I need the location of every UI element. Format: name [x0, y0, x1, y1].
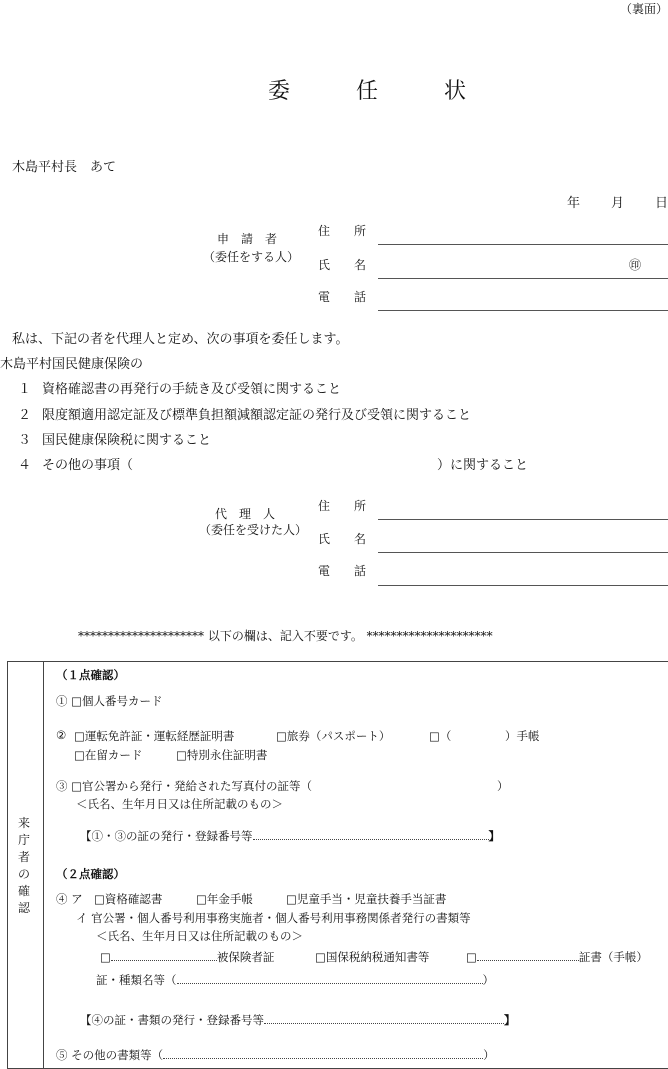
page-side-label: （裏面） — [620, 2, 668, 16]
document-kind-label: 証・種類名等（ ） — [96, 973, 494, 987]
row4-num: ④ ア — [56, 892, 83, 906]
two-point-heading: （２点確認） — [56, 867, 125, 881]
issue-number-4-field[interactable] — [264, 1013, 504, 1024]
check-passport[interactable]: □旅券（パスポート） — [276, 729, 391, 743]
official-photo-id-note: ＜氏名、生年月日又は住所記載のもの＞ — [76, 797, 283, 811]
agent-address-label: 住 所 — [318, 499, 367, 513]
applicant-phone-label: 電 話 — [318, 290, 367, 304]
other-certificate-field[interactable] — [477, 950, 579, 961]
item-1-num: １ — [18, 382, 32, 397]
applicant-address-label: 住 所 — [318, 224, 367, 238]
document-kind-field[interactable] — [177, 973, 483, 984]
check-my-number-card[interactable]: ① □個人番号カード — [56, 694, 163, 708]
applicant-sub-label: （委任をする人） — [203, 250, 300, 264]
issue-number-1-label: 【①・③の証の発行・登録番号等 】 — [80, 829, 500, 843]
insured-certificate-field[interactable] — [111, 950, 217, 961]
item-2-text: 限度額適用認定証及び標準負担額減額認定証の発行及び受領に関すること — [42, 408, 472, 423]
applicant-name-label: 氏 名 — [318, 258, 367, 272]
item-3-text: 国民健康保険税に関すること — [42, 433, 212, 448]
verification-side-label: 来 庁 者 の 確 認 — [18, 816, 31, 915]
row4-i-text: イ 官公署・個人番号利用事務実施者・個人番号利用事務関係者発行の書類等 — [76, 911, 471, 925]
agent-sub-label: （委任を受けた人） — [199, 523, 308, 537]
agent-phone-label: 電 話 — [318, 564, 367, 578]
applicant-label: 申 請 者 — [217, 232, 278, 246]
check-special-permanent-resident[interactable]: □特別永住証明書 — [176, 748, 268, 762]
date-month-label: 月 — [611, 196, 625, 211]
applicant-name-field[interactable] — [378, 278, 668, 279]
page-title: 委 任 状 — [268, 79, 489, 104]
check-residence-card[interactable]: □在留カード — [74, 748, 143, 762]
check-tax-notice[interactable]: □国保税納税通知書等 — [315, 950, 430, 964]
agent-label: 代 理 人 — [215, 507, 276, 521]
issue-number-1-field[interactable] — [253, 829, 489, 840]
item-4-text: その他の事項（ — [42, 458, 134, 473]
item-2-num: ２ — [18, 408, 32, 423]
verification-divider — [43, 661, 44, 1068]
office-use-notice: ********************* 以下の欄は、記入不要です。 ********************* — [78, 629, 493, 643]
check-official-photo-id[interactable]: ③ □官公署から発行・発給された写真付の証等（ — [56, 779, 313, 793]
issue-number-4-label: 【④の証・書類の発行・登録番号等 】 — [80, 1013, 516, 1027]
other-documents-label: ⑤ その他の書類等（ ） — [56, 1048, 495, 1062]
agent-name-field[interactable] — [378, 552, 668, 553]
agent-phone-field[interactable] — [378, 585, 668, 586]
applicant-phone-field[interactable] — [378, 310, 668, 311]
check-drivers-license[interactable]: □運転免許証・運転経歴証明書 — [74, 729, 235, 743]
item-4-num: ４ — [18, 458, 32, 473]
verification-box — [7, 661, 668, 1069]
item-1-text: 資格確認書の再発行の手続き及び受領に関すること — [42, 382, 342, 397]
check-child-allowance[interactable]: □児童手当・児童扶養手当証書 — [286, 892, 447, 906]
agent-address-field[interactable] — [378, 519, 668, 520]
addressee: 木島平村長 あて — [12, 160, 117, 175]
check-pension-handbook[interactable]: □年金手帳 — [196, 892, 253, 906]
official-photo-id-close: ） — [497, 779, 509, 793]
row2-num: ② — [56, 728, 67, 742]
other-handbook-tail: ）手帳 — [505, 729, 540, 743]
agent-name-label: 氏 名 — [318, 532, 367, 546]
item-4-tail: ）に関すること — [437, 458, 529, 473]
check-qualification-certificate[interactable]: □資格確認書 — [94, 892, 163, 906]
date-day-label: 日 — [655, 196, 668, 211]
check-other-handbook[interactable]: □（ — [429, 729, 452, 743]
date-year-label: 年 — [567, 196, 581, 211]
other-documents-field[interactable] — [163, 1048, 483, 1059]
check-other-certificate[interactable]: □ 証書（手帳） — [466, 950, 648, 964]
row4-i-note: ＜氏名、生年月日又は住所記載のもの＞ — [96, 929, 303, 943]
one-point-heading: （１点確認） — [56, 668, 125, 682]
applicant-address-field[interactable] — [378, 244, 668, 245]
scope-text: 木島平村国民健康保険の — [0, 357, 144, 372]
seal-mark: ㊞ — [629, 258, 642, 272]
item-3-num: ３ — [18, 433, 32, 448]
intro-text: 私は、下記の者を代理人と定め、次の事項を委任します。 — [12, 332, 349, 347]
check-insured-certificate[interactable]: □ 被保険者証 — [100, 950, 275, 964]
